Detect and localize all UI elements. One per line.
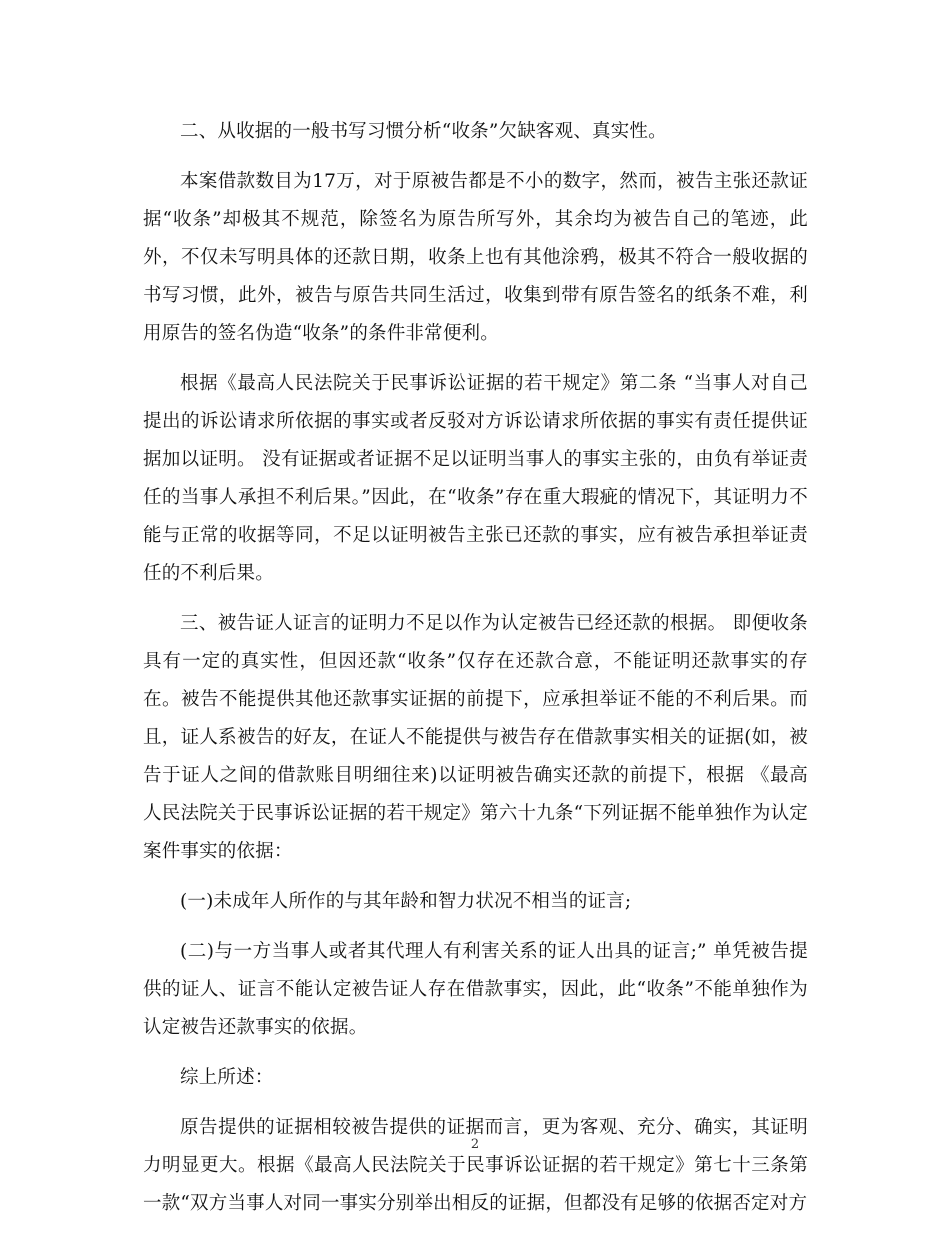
paragraph-summary-heading: 综上所述： [180,1067,274,1088]
document-body [143,113,808,1235]
paragraph-article-two: 根据《最高人民法院关于民事诉讼证据的若干规定》第二条 “当事人对自己提出的诉讼请求所依据的事实或者反驳对方诉讼请求所依据的事实有责任提供证据加以证明。 没有证据或者证据不足以证明当事人的事实主张的，由负有举证责任的当事人承担不利后果。”因此，在“收条”存在重大瑕疵的情况下，其证明力不能与正常的收据等同，不足以证明被告主张已还款的事实，应有被告承担举证责任的不利后果。 [143,373,808,584]
paragraph-conclusion: 原告提供的证据相较被告提供的证据而言，更为客观、充分、确实，其证明力明显更大。根据《最高人民法院关于民事诉讼证据的若干规定》第七十三条第一款“双方当事人对同一事实分别举出相反的证据，但都没有足够的依据否定对方 [143,1117,808,1214]
paragraph-item-two: (二)与一方当事人或者其代理人有利害关系的证人出具的证言;” 单凭被告提供的证人、证言不能认定被告证人存在借款事实，因此，此“收条”不能单独作为认定被告还款事实的依据。 [143,941,808,1038]
paragraph-loan-amount: 本案借款数目为17万，对于原被告都是不小的数字，然而，被告主张还款证据“收条”却极其不规范，除签名为原告所写外，其余均为被告自己的笔迹，此外，不仅未写明具体的还款日期，收条上也有其他涂鸦，极其不符合一般收据的书写习惯，此外，被告与原告共同生活过，收集到带有原告签名的纸条不难，利用原告的签名伪造“收条”的条件非常便利。 [143,171,808,344]
paragraph-section-three-heading: 三、被告证人证言的证明力不足以作为认定被告已经还款的根据。 即便收条具有一定的真实性，但因还款“收条”仅存在还款合意，不能证明还款事实的存在。被告不能提供其他还款事实证据的前提下，应承担举证不能的不利后果。而且，证人系被告的好友，在证人不能提供与被告存在借款事实相关的证据(如，被告于证人之间的借款账目明细往来)以证明被告确实还款的前提下，根据 《最高人民法院关于民事诉讼证据的若干规定》第六十九条“下列证据不能单独作为认定案件事实的依据： [143,613,808,862]
page-number: 2 [470,1137,480,1152]
paragraph-section-two-heading: 二、从收据的一般书写习惯分析“收条”欠缺客观、真实性。 [180,121,667,142]
paragraph-item-one: (一)未成年人所作的与其年龄和智力状况不相当的证言; [180,891,632,912]
